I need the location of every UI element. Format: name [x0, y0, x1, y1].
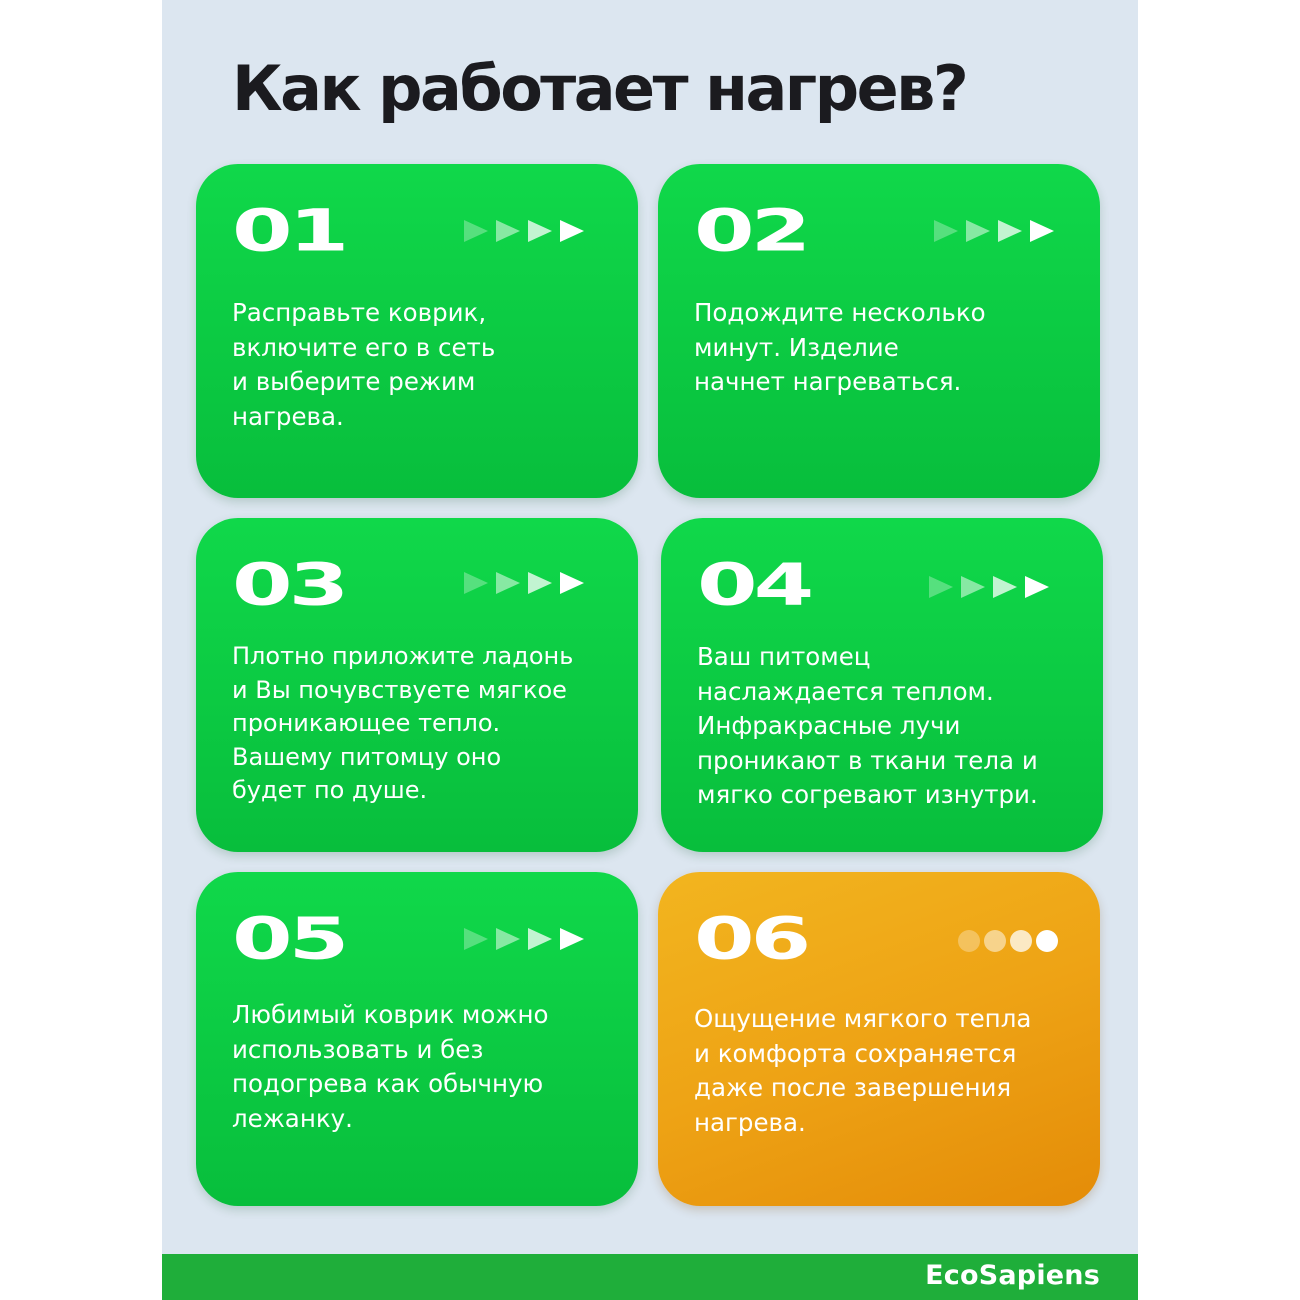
step-card-1	[196, 164, 638, 498]
page-title: Как работает нагрев?	[232, 52, 967, 125]
step-description: Плотно приложите ладонь и Вы почувствуете мягкое проникающее тепло. Вашему питомцу оно будет по душе.	[232, 642, 574, 804]
arrow-right-icon	[464, 570, 588, 596]
step-number: 03	[232, 550, 346, 619]
step-card-5	[196, 872, 638, 1206]
arrow-right-icon	[929, 574, 1053, 600]
step-description: Любимый коврик можно использовать и без подогрева как обычную лежанку.	[232, 1000, 549, 1133]
step-description: Ощущение мягкого тепла и комфорта сохраняется даже после завершения нагрева.	[694, 1004, 1032, 1137]
step-number: 05	[232, 904, 346, 973]
step-description: Подождите несколько минут. Изделие начнет нагреваться.	[694, 298, 986, 396]
step-number: 04	[697, 550, 811, 619]
step-card-4	[661, 518, 1103, 852]
infographic-poster	[162, 0, 1138, 1300]
step-card-2	[658, 164, 1100, 498]
footer-bar	[162, 1254, 1138, 1300]
arrow-right-icon	[464, 926, 588, 952]
step-number: 01	[232, 196, 346, 265]
arrow-right-icon	[934, 218, 1058, 244]
step-number: 06	[694, 904, 808, 973]
step-card-3	[196, 518, 638, 852]
arrow-right-icon	[464, 218, 588, 244]
brand-logo-text: EcoSapiens	[925, 1260, 1100, 1291]
step-description: Расправьте коврик, включите его в сеть и выберите режим нагрева.	[232, 298, 496, 431]
dot-icon	[956, 928, 1060, 954]
step-description: Ваш питомец наслаждается теплом. Инфракрасные лучи проникают в ткани тела и мягко согревают изнутри.	[697, 642, 1038, 809]
step-card-6	[658, 872, 1100, 1206]
step-number: 02	[694, 196, 808, 265]
